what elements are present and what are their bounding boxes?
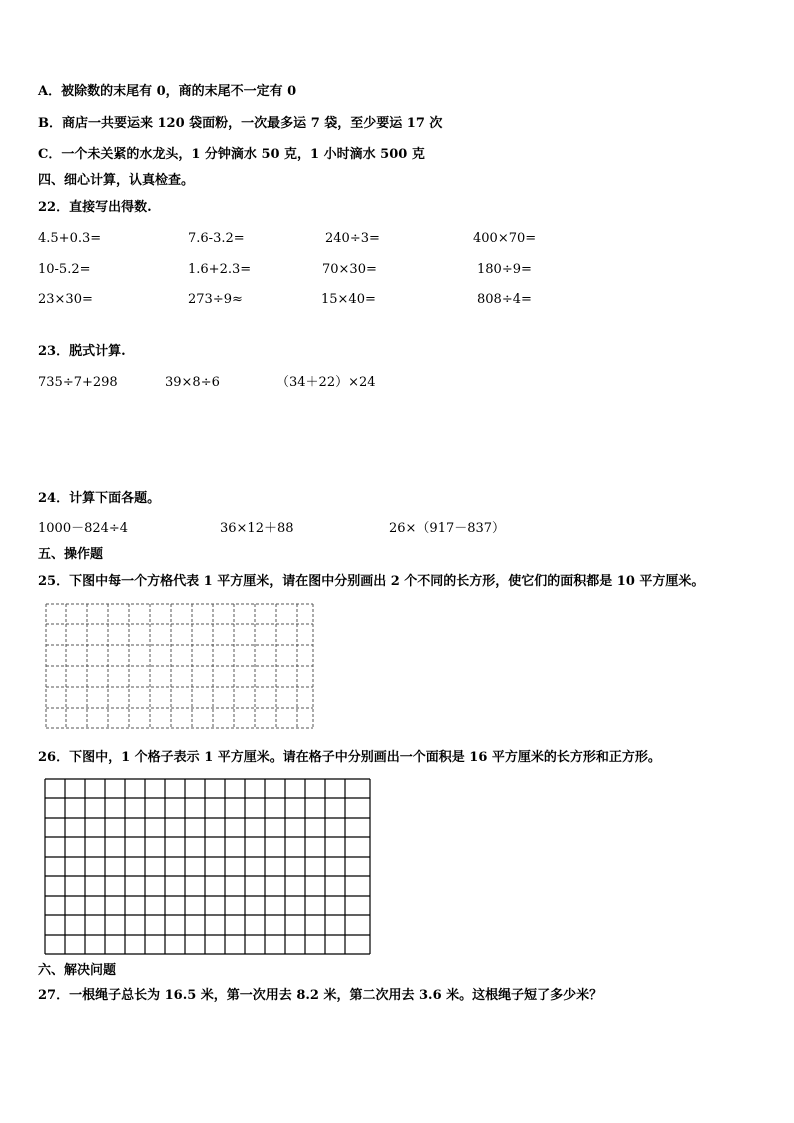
q23-item: 39×8÷6 (165, 375, 220, 390)
q22-item: 1.6+2.3= (188, 262, 252, 277)
q24-item: 26×（917－837） (389, 521, 506, 536)
question-27-title: 27．一根绳子总长为 16.5 米，第一次用去 8.2 米，第二次用去 3.6 米。这根绳子短了多少米？ (38, 988, 603, 1003)
option-a: A．被除数的末尾有 0，商的末尾不一定有 0 (38, 84, 297, 99)
q22-item: 273÷9≈ (188, 292, 243, 307)
option-c: C．一个未关紧的水龙头，1 分钟滴水 50 克，1 小时滴水 500 克 (38, 147, 425, 162)
q22-item: 180÷9= (477, 262, 532, 277)
q22-item: 15×40= (321, 292, 376, 307)
q22-item: 400×70= (473, 231, 537, 246)
solid-grid-q26 (44, 778, 372, 956)
section-6-title: 六、解决问题 (38, 963, 117, 978)
q24-item: 36×12＋88 (220, 521, 294, 536)
q23-item: （34＋22）×24 (276, 375, 376, 390)
q22-item: 10-5.2= (38, 262, 91, 277)
question-26-title: 26．下图中，1 个格子表示 1 平方厘米。请在格子中分别画出一个面积是 16 平方厘米的长方形和正方形。 (38, 750, 661, 765)
q23-item: 735÷7+298 (38, 375, 118, 390)
q24-item: 1000－824÷4 (38, 521, 129, 536)
q22-item: 240÷3= (325, 231, 380, 246)
q22-item: 70×30= (322, 262, 377, 277)
q22-item: 808÷4= (477, 292, 532, 307)
q22-item: 7.6-3.2= (188, 231, 245, 246)
question-23-title: 23．脱式计算. (38, 344, 126, 359)
question-25-title: 25．下图中每一个方格代表 1 平方厘米，请在图中分别画出 2 个不同的长方形，使它们的面积都是 10 平方厘米。 (38, 574, 705, 589)
q22-item: 23×30= (38, 292, 93, 307)
dashed-grid-q25 (45, 603, 315, 729)
q22-item: 4.5+0.3= (38, 231, 102, 246)
question-22-title: 22．直接写出得数. (38, 200, 152, 215)
section-5-title: 五、操作题 (38, 547, 104, 562)
question-24-title: 24．计算下面各题。 (38, 491, 161, 506)
section-4-title: 四、细心计算，认真检查。 (38, 173, 195, 188)
option-b: B．商店一共要运来 120 袋面粉，一次最多运 7 袋，至少要运 17 次 (38, 116, 443, 131)
